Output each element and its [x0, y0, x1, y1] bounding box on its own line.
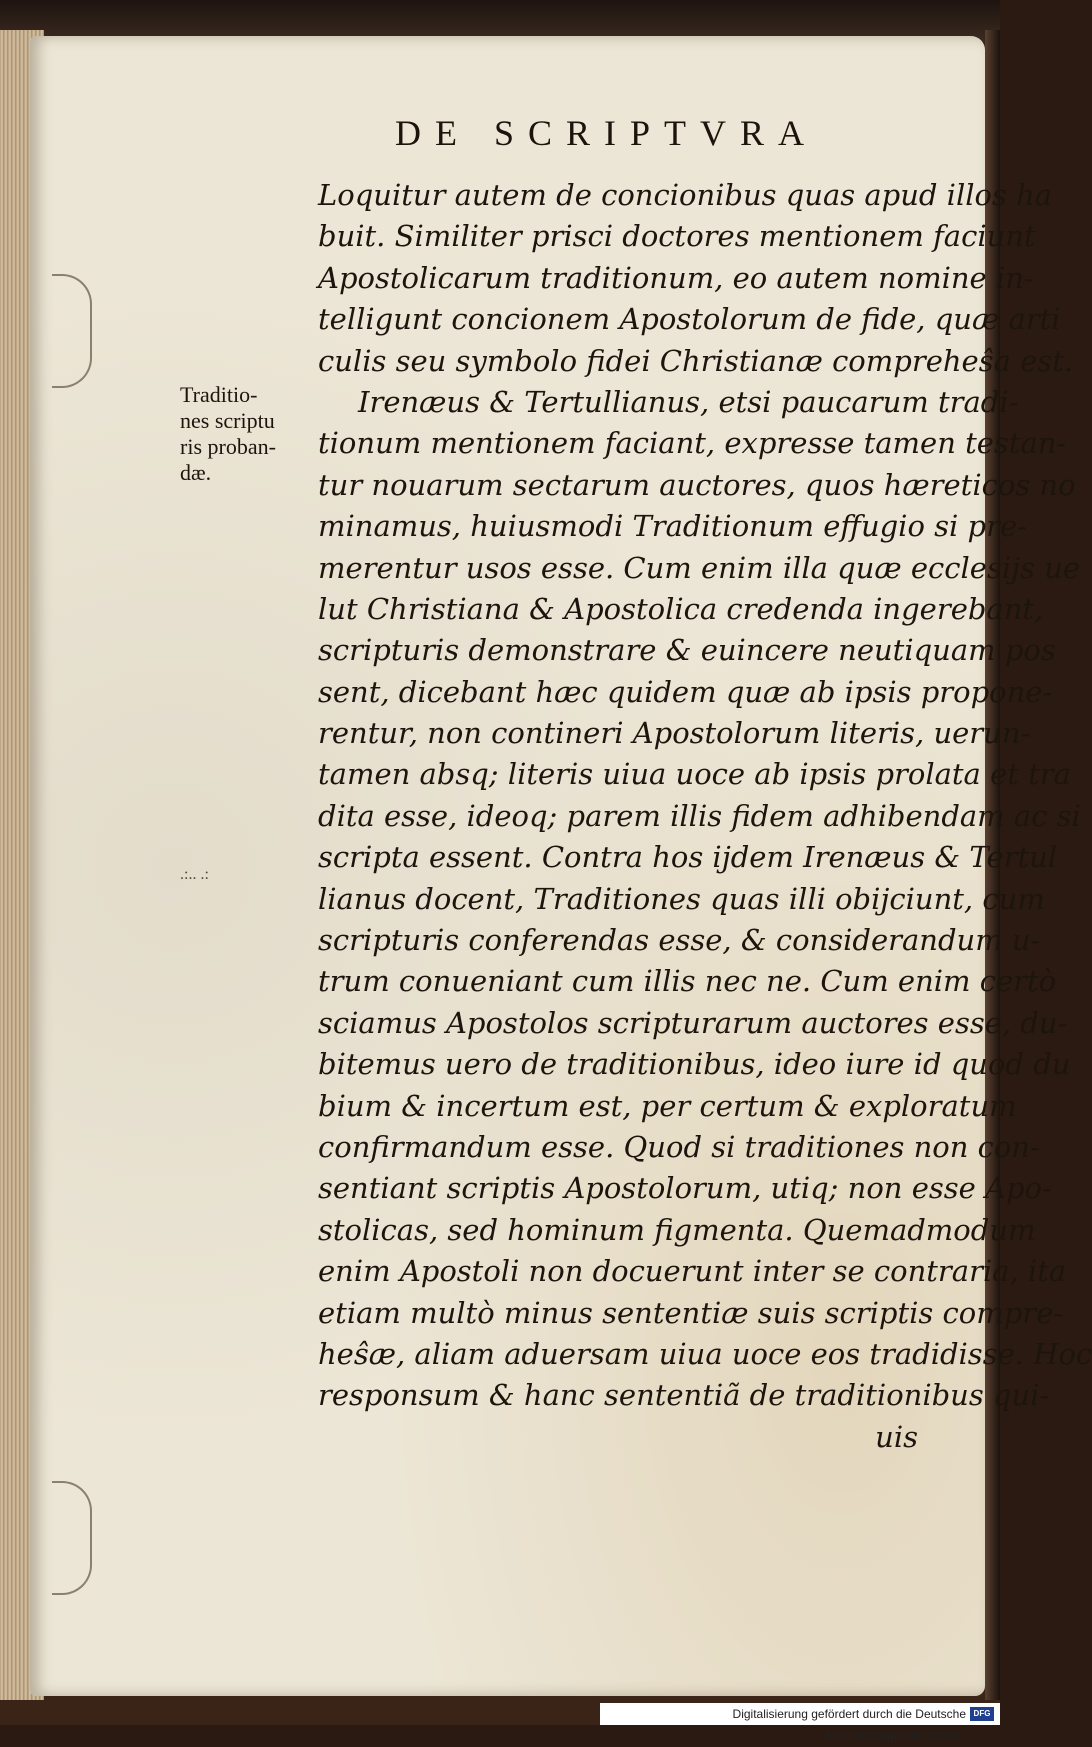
text-line: scripturis demonstrare & euincere neutiquam pos — [318, 633, 1056, 668]
text-line: culis seu symbolo fidei Christianæ compreheŝa est. — [318, 343, 1074, 378]
running-title: DE SCRIPTVRA — [395, 113, 819, 153]
marginal-note — [180, 382, 315, 486]
text-line: rentur, non contineri Apostolorum literis, uerun- — [318, 716, 1031, 751]
text-line: bium & incertum est, per certum & exploratum — [318, 1088, 1017, 1123]
dfg-logo: DFG — [970, 1707, 994, 1721]
text-line: trum conueniant cum illis nec ne. Cum enim certò — [318, 964, 1057, 999]
marginal-line: dæ. — [180, 460, 212, 485]
text-line: dita esse, ideoq; parem illis fidem adhibendam ac si — [318, 798, 1081, 833]
binding-clip-bottom — [52, 1481, 92, 1595]
credit-text: Digitalisierung gefördert durch die Deutsche Forschungsgemeinschaft - — [732, 1707, 966, 1743]
text-line: scripturis conferendas esse, & considerandum u- — [318, 923, 1041, 958]
text-line: heŝæ, aliam aduersam uiua uoce eos tradidisse. Hoc — [318, 1336, 1092, 1371]
digitization-credit — [600, 1703, 1000, 1743]
text-line: minamus, huiusmodi Traditionum effugio si pre- — [318, 509, 1027, 544]
text-line: responsum & hanc sententiã de traditionibus qui- — [318, 1378, 1050, 1413]
text-line: telligunt concionem Apostolorum de fide, quæ arti — [318, 302, 1061, 337]
catchword: uis — [875, 1419, 918, 1454]
marginal-line: nes scriptu — [180, 408, 275, 433]
text-line: sent, dicebant hæc quidem quæ ab ipsis propone- — [318, 674, 1053, 709]
text-line: tionum mentionem faciant, expresse tamen testan- — [318, 426, 1067, 461]
text-line: scripta essent. Contra hos ijdem Irenæus & Tertul — [318, 840, 1058, 875]
text-line: confirmandum esse. Quod si traditiones non con- — [318, 1129, 1040, 1164]
body-text — [318, 175, 1092, 1458]
text-line: lut Christiana & Apostolica credenda ingerebant, — [318, 591, 1044, 626]
text-line: bitemus uero de traditionibus, ideo iure id quod du — [318, 1047, 1071, 1082]
text-line: tamen absq; literis uiua uoce ab ipsis prolata et tra — [318, 757, 1071, 792]
text-line: Irenæus & Tertullianus, etsi paucarum tradi- — [358, 384, 1019, 419]
text-line: lianus docent, Traditiones quas illi obijciunt, cum — [318, 881, 1045, 916]
text-line: Loquitur autem de concionibus quas apud illos ha — [318, 178, 1053, 212]
text-line: merentur usos esse. Cum enim illa quæ ecclesijs ue — [318, 550, 1081, 585]
text-line: Apostolicarum traditionum, eo autem nomine in- — [318, 260, 1034, 295]
marginal-mark: .:.. .: — [180, 866, 209, 883]
text-line: sentiant scriptis Apostolorum, utiq; non esse Apo- — [318, 1171, 1052, 1206]
text-line: etiam multò minus sententiæ suis scriptis compre- — [318, 1295, 1064, 1330]
marginal-line: ris proban- — [180, 434, 276, 459]
text-line: sciamus Apostolos scripturarum auctores esse, du- — [318, 1005, 1068, 1040]
text-line: buit. Similiter prisci doctores mentionem faciunt — [318, 219, 1036, 254]
text-line: stolicas, sed hominum figmenta. Quemadmodum — [318, 1212, 1036, 1247]
marginal-line: Traditio- — [180, 382, 258, 407]
binding-clip-top — [52, 274, 92, 388]
text-line: enim Apostoli non docuerunt inter se contraria, ita — [318, 1254, 1067, 1289]
text-line: tur nouarum sectarum auctores, quos hæreticos no — [318, 467, 1076, 502]
